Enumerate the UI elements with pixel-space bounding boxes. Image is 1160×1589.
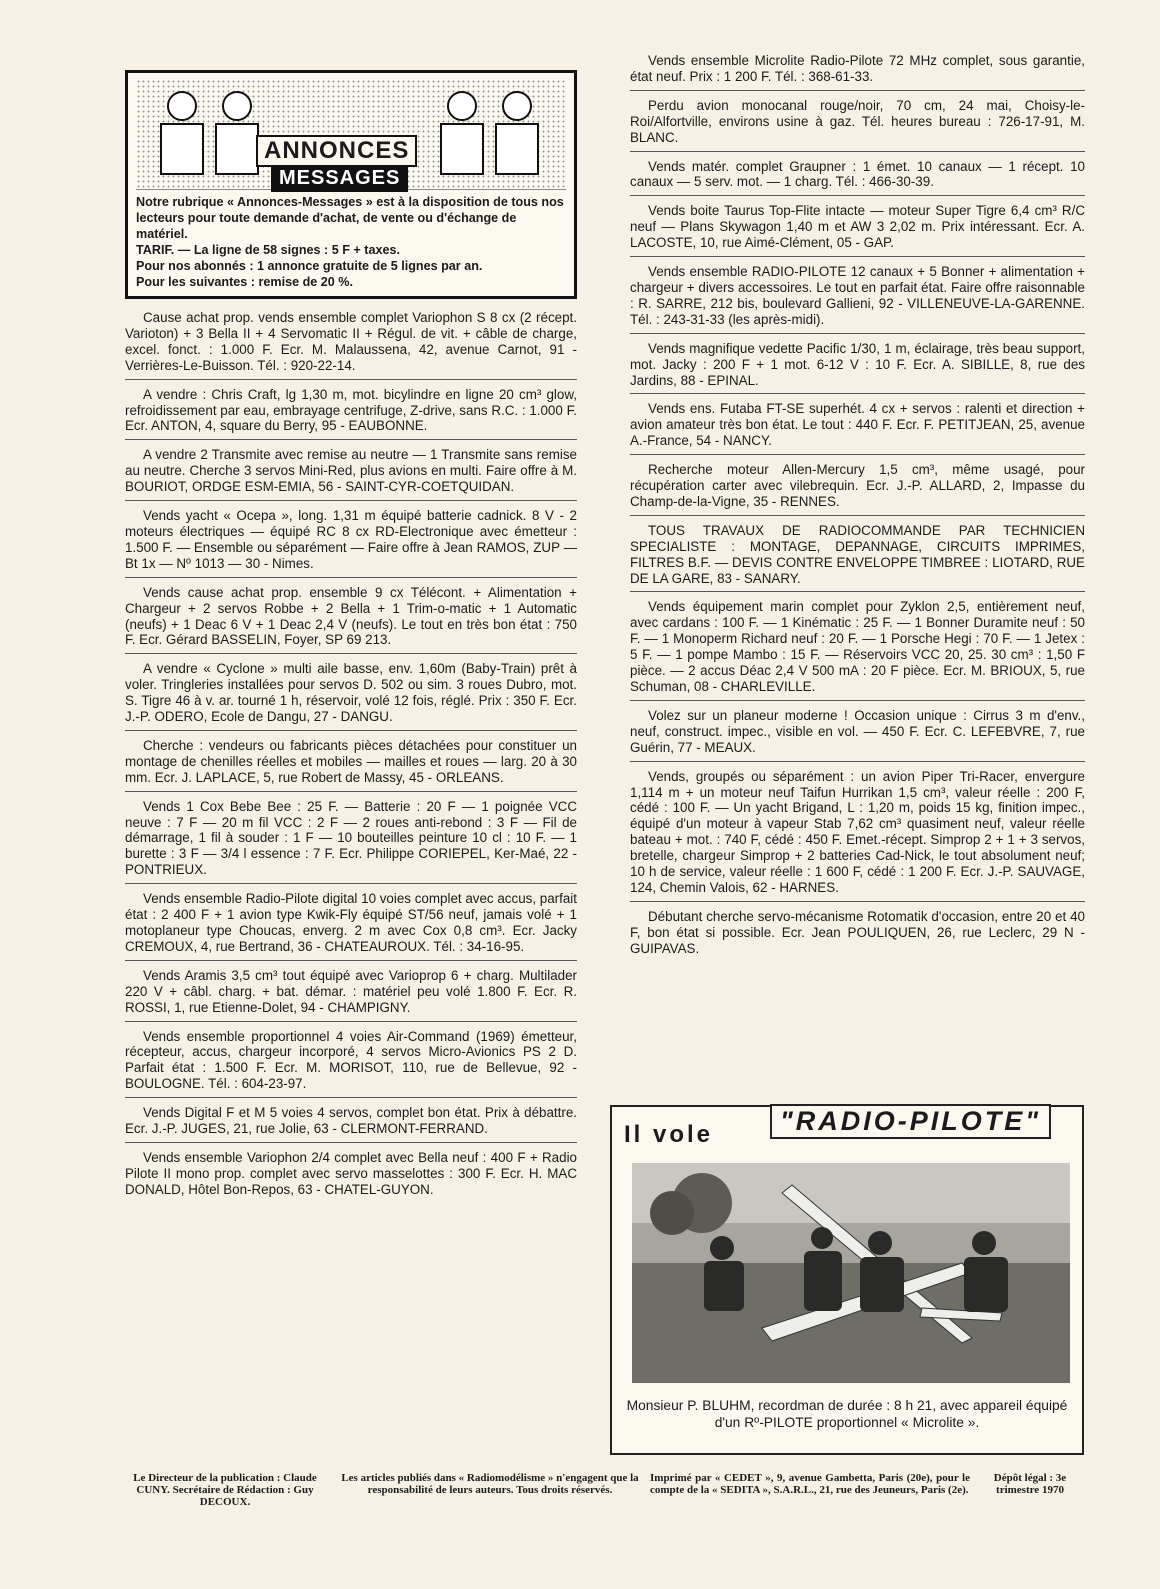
classified-ad: Vends ensemble RADIO-PILOTE 12 canaux + 5 Bonner + alimentation + chargeur + divers accessoires. Le tout en parfait état. Faire offre raisonnable : R. SARRE, 212 bis, boulevard Gallieni, 92 - VILLENEUVE-LA-GARENNE. Tél. : 243-31-33 (les après-midi).: [630, 261, 1085, 334]
classified-ad: Vends ensemble Variophon 2/4 complet avec Bella neuf : 400 F + Radio Pilote II mono prop. complet avec servo masselottes : 300 F. Ecr. H. MAC DONALD, Hôtel Bon-Repos, 63 - CHATEL-GUYON.: [125, 1149, 577, 1197]
header-intro-block: [136, 194, 566, 290]
promo-lead: Il vole: [624, 1121, 714, 1148]
classified-ad: Vends magnifique vedette Pacific 1/30, 1 m, éclairage, très beau support, mot. Jacky : 200 F + 1 mot. 6-12 V : 10 F. Ecr. A. SIBILLE, 8, rue des Jardins, 88 - EPINAL.: [630, 338, 1085, 395]
classified-ad: Vends yacht « Ocepa », long. 1,31 m équipé batterie cadnick. 8 V - 2 moteurs électriques — équipé RC 8 cx RD-Electronique avec émetteur : 1.500 F. — Ensemble ou séparément — Faire offre à Jean RAMOS, ZUP — Bt 1x — Nº 1013 — 30 - Nimes.: [125, 505, 577, 578]
left-ads-list: [125, 307, 577, 1203]
classified-ad: Vends Aramis 3,5 cm³ tout équipé avec Varioprop 6 + charg. Multilader 220 V + câbl. charg. + bat. démar. : matériel peu volé 1.800 F. Ecr. R. ROSSI, 1, rue Etienne-Dolet, 94 - CHAMPIGNY.: [125, 965, 577, 1022]
classified-ad: Vends, groupés ou séparément : un avion Piper Tri-Racer, envergure 1,114 m + un moteur neuf Taifun Hurrikan 1,5 cm³, valeur réelle : 200 F, cédé : 100 F. — Un yacht Brigand, L : 1,20 m, poids 15 kg, finition impec., équipé d'un moteur à vapeur Stab 7,62 cm³ quasiment neuf, valeur réelle bateau + mot. : 740 F, cédé : 450 F. Emet.-récept. Simprop 2 + 1 + 3 servos, bretelle, chargeur Simprop + 2 batteries Cad-Nick, le tout absolument neuf; 10 h de service, valeur réelle : 1 600 F, cédé : 1 200 F. Ecr. J.-P. SAUVAGE, 124, Chemin Valois, 62 - HARNES.: [630, 766, 1085, 902]
promo-brand: "RADIO-PILOTE": [770, 1104, 1051, 1139]
classified-ad: Recherche moteur Allen-Mercury 1,5 cm³, même usagé, pour récupération carter avec vilebrequin. Ecr. J.-P. ALLARD, 2, Impasse du Champ-de-la-Vigne, 35 - RENNES.: [630, 459, 1085, 516]
header-title-annonces: ANNONCES: [256, 135, 417, 167]
classified-ad: A vendre « Cyclone » multi aile basse, env. 1,60m (Baby-Train) prêt à voler. Tringleries installées pour servos D. 502 ou sim. 3 roues Dubro, mot. S. Tigre 46 à v. ar. tourné 1 h, réservoir, volé 12 fois, réglé. Prix : 350 F. Ecr. J.-P. ODERO, Ecole de Dangu, 27 - DANGU.: [125, 658, 577, 731]
reader-figure-icon: [491, 91, 543, 171]
reader-figure-icon: [436, 91, 488, 171]
classified-ad: Vends boite Taurus Top-Flite intacte — moteur Super Tigre 6,4 cm³ R/C neuf — Plans Skywagon 1,40 m et AW 3 2,02 m. Prix intéressant. Ecr. A. LACOSTE, 10, rue Aimé-Clément, 05 - GAP.: [630, 200, 1085, 257]
footer-director: Le Directeur de la publication : Claude CUNY. Secrétaire de Rédaction : Guy DECOUX.: [133, 1472, 317, 1508]
header-banner: [136, 79, 566, 190]
radio-pilote-promo: [610, 1105, 1084, 1455]
classified-ad: Cherche : vendeurs ou fabricants pièces détachées pour constituer un montage de chenilles réelles et mobiles — mailles et roues — larg. 20 à 30 mm. Ecr. J. LAPLACE, 5, rue Robert de Massy, 45 - ORLEANS.: [125, 735, 577, 792]
classified-ad: Vends ensemble Radio-Pilote digital 10 voies complet avec accus, parfait état : 2 400 F + 1 avion type Kwik-Fly équipé ST/56 neuf, jamais volé + 1 motoplaneur type Choucas, enverg. 2 m avec Cox 0,8 cm³. Ecr. Jacky CREMOUX, 4, rue Bertrand, 36 - CHATEAUROUX. Tél. : 34-16-95.: [125, 888, 577, 961]
annonces-header: [125, 70, 577, 299]
classified-ad: Vends ensemble proportionnel 4 voies Air-Command (1969) émetteur, récepteur, accus, chargeur incorporé, 4 servos Micro-Avionics PS 2 D. Parfait état : 1.500 F. Ecr. M. MORISOT, 110, rue de Bellevue, 92 - BOULOGNE. Tél. : 604-23-97.: [125, 1026, 577, 1099]
right-column: [630, 50, 1085, 966]
classified-ad: Cause achat prop. vends ensemble complet Variophon S 8 cx (2 récept. Varioton) + 3 Bella II + 4 Servomatic II + Régul. de vit. + câble de charge, excel. fonct. : 1.000 F. Ecr. M. Malaussena, 42, avenue Carnot, 91 - Verrières-Le-Buisson. Tél. : 920-22-14.: [125, 307, 577, 380]
classified-ad: Vends 1 Cox Bebe Bee : 25 F. — Batterie : 20 F — 1 poignée VCC neuve : 7 F — 20 m fil VCC : 2 F — 2 roues anti-rebond : 3 F — Fil de démarrage, 1 fil à souder : 1 F — 10 bouteilles peinture 10 cl : 10 F. — 1 burette : 3 F — 3/4 l essence : 7 F. Ecr. Philippe CORIEPEL, Ker-Maé, 22 - PONTRIEUX.: [125, 796, 577, 885]
classified-ad: A vendre : Chris Craft, lg 1,30 m, mot. bicylindre en ligne 20 cm³ glow, refroidissement par eau, embrayage centrifuge, Z-drive, sans R.C. : 1.000 F. Ecr. ANTON, 4, square du Berry, 95 - EAUBONNE.: [125, 384, 577, 441]
classified-ad: A vendre 2 Transmite avec remise au neutre — 1 Transmite sans remise au neutre. Cherche 3 servos Mini-Red, plus avions en multi. Faire offre à M. BOURIOT, ORDGE ESM-EMIA, 56 - SAINT-CYR-COETQUIDAN.: [125, 444, 577, 501]
promo-caption: Monsieur P. BLUHM, recordman de durée : 8 h 21, avec appareil équipé d'un Rº-PILOTE proportionnel « Microlite ».: [626, 1398, 1068, 1430]
reader-figure-icon: [156, 91, 208, 171]
header-abonnes: Pour nos abonnés : 1 annonce gratuite de 5 lignes par an.: [136, 259, 483, 273]
header-title-messages: MESSAGES: [271, 165, 408, 192]
classified-ad: Volez sur un planeur moderne ! Occasion unique : Cirrus 3 m d'env., neuf, construct. impec., visible en vol. — 450 F. Ecr. C. LEFEBVRE, 7, rue Guérin, 77 - MEAUX.: [630, 705, 1085, 762]
left-column: [125, 70, 577, 1207]
classified-ad: Débutant cherche servo-mécanisme Rotomatik d'occasion, entre 20 et 40 F, bon état si possible. Ecr. Jean POULIQUEN, 26, rue Leclerc, 29 N - GUIPAVAS.: [630, 908, 1085, 956]
classified-ad: Vends Digital F et M 5 voies 4 servos, complet bon état. Prix à débattre. Ecr. J.-P. JUGES, 21, rue Jolie, 63 - CLERMONT-FERRAND.: [125, 1102, 577, 1143]
header-intro: Notre rubrique « Annonces-Messages » est à la disposition de tous nos lecteurs pour toute demande d'achat, de vente ou d'échange de matériel.: [136, 195, 564, 241]
header-suivantes: Pour les suivantes : remise de 20 %.: [136, 275, 353, 289]
footer-printer: Imprimé par « CEDET », 9, avenue Gambetta, Paris (20e), pour le compte de la « SEDITA », S.A.R.L., 21, rue des Jeuneurs, Paris (2e).: [650, 1472, 970, 1496]
classified-ad: Vends ensemble Microlite Radio-Pilote 72 MHz complet, sous garantie, état neuf. Prix : 1 200 F. Tél. : 368-61-33.: [630, 50, 1085, 91]
footer-disclaimer: Les articles publiés dans « Radiomodélisme » n'engagent que la responsabilité de leurs auteurs. Tous droits réservés.: [341, 1472, 639, 1496]
classified-ad: TOUS TRAVAUX DE RADIOCOMMANDE PAR TECHNICIEN SPECIALISTE : MONTAGE, DEPANNAGE, CIRCUITS IMPRIMES, FILTRES B.F. — DEVIS CONTRE ENVELOPPE TIMBREE : LIOTARD, RUE DE LA GARE, 83 - SANARY.: [630, 520, 1085, 593]
promo-photo: [632, 1163, 1070, 1383]
classified-ad: Vends équipement marin complet pour Zyklon 2,5, entièrement neuf, avec cardans : 100 F. — 1 Kinématic : 25 F. — 1 Bonner Duramite neuf : 50 F. — 1 Monoperm Richard neuf : 20 F. — 1 Porsche Hegi : 70 F. — 1 Jetex : 5 F. — 1 pompe Mambo : 15 F. — Réservoirs VCC 20, 25. 30 cm³ : 1,50 F pièce. — 2 accus Déac 2,4 V 500 mA : 20 F pièce. Ecr. M. BRIOUX, 5, rue Schuman, 08 - CHARLEVILLE.: [630, 596, 1085, 700]
footer-depot: Dépôt légal : 3e trimestre 1970: [993, 1472, 1067, 1496]
classified-ad: Perdu avion monocanal rouge/noir, 70 cm, 24 mai, Choisy-le-Roi/Alfortville, environs usine à gaz. Tél. heures bureau : 726-17-91, M. BLANC.: [630, 95, 1085, 152]
classified-ad: Vends matér. complet Graupner : 1 émet. 10 canaux — 1 récept. 10 canaux — 5 serv. mot. — 1 charg. Tél. : 466-30-39.: [630, 156, 1085, 197]
glider-team-photo: [632, 1163, 1070, 1383]
page-footer: [120, 1472, 1078, 1532]
classified-ad: Vends ens. Futaba FT-SE superhét. 4 cx + servos : ralenti et direction + avion amateur très bon état. Le tout : 440 F. Ecr. F. PETITJEAN, 25, avenue A.-France, 54 - NANCY.: [630, 398, 1085, 455]
header-tarif: TARIF. — La ligne de 58 signes : 5 F + taxes.: [136, 243, 400, 257]
classified-ad: Vends cause achat prop. ensemble 9 cx Télécont. + Alimentation + Chargeur + 2 servos Robbe + 2 Bella + 1 Trim-o-matic + 1 Automatic (neufs) + 1 Deac 6 V + 1 Deac 2,4 V (neufs). Le tout en très bon état : 750 F. Ecr. Gérard BASSELIN, Foyer, SP 69 213.: [125, 582, 577, 655]
right-ads-list: [630, 50, 1085, 962]
